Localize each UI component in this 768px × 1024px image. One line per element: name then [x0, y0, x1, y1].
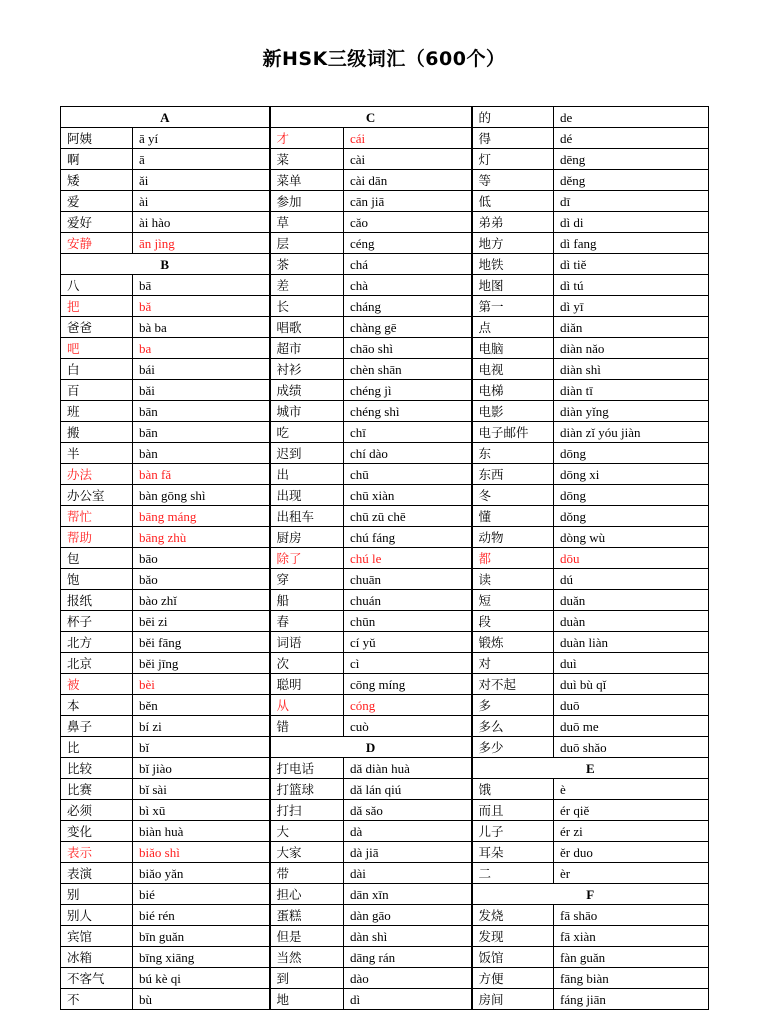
word-pinyin: chá: [344, 254, 472, 275]
table-row: [61, 842, 709, 863]
word-hanzi: 船: [270, 590, 344, 611]
word-hanzi: 蛋糕: [270, 905, 344, 926]
table-row: [61, 401, 709, 422]
word-hanzi: 出现: [270, 485, 344, 506]
word-pinyin: dì yī: [554, 296, 709, 317]
word-pinyin: dǎ diàn huà: [344, 758, 472, 779]
word-pinyin: cí yǔ: [344, 632, 472, 653]
word-hanzi: 爱: [61, 191, 133, 212]
word-pinyin: chuān: [344, 569, 472, 590]
word-pinyin: cì: [344, 653, 472, 674]
word-hanzi: 懂: [472, 506, 554, 527]
word-pinyin: de: [554, 107, 709, 128]
word-pinyin: dòng wù: [554, 527, 709, 548]
word-pinyin: bīng xiāng: [133, 947, 270, 968]
word-hanzi: 大: [270, 821, 344, 842]
table-row: [61, 359, 709, 380]
word-hanzi: 被: [61, 674, 133, 695]
word-hanzi: 爱好: [61, 212, 133, 233]
word-hanzi: 层: [270, 233, 344, 254]
word-pinyin: bǎ: [133, 296, 270, 317]
word-pinyin: dài: [344, 863, 472, 884]
word-pinyin: chàng gē: [344, 317, 472, 338]
word-pinyin: ān jìng: [133, 233, 270, 254]
word-pinyin: céng: [344, 233, 472, 254]
table-row: [61, 506, 709, 527]
word-hanzi: 短: [472, 590, 554, 611]
table-row: [61, 149, 709, 170]
word-pinyin: è: [554, 779, 709, 800]
word-pinyin: dì tiě: [554, 254, 709, 275]
word-pinyin: duàn liàn: [554, 632, 709, 653]
word-hanzi: 班: [61, 401, 133, 422]
word-hanzi: 比赛: [61, 779, 133, 800]
word-pinyin: ěr duo: [554, 842, 709, 863]
word-hanzi: 地图: [472, 275, 554, 296]
word-pinyin: bà ba: [133, 317, 270, 338]
table-row: [61, 128, 709, 149]
word-hanzi: 弟弟: [472, 212, 554, 233]
word-pinyin: dì di: [554, 212, 709, 233]
word-hanzi: 比较: [61, 758, 133, 779]
word-hanzi: 第一: [472, 296, 554, 317]
word-pinyin: bǐ sài: [133, 779, 270, 800]
table-row: [61, 380, 709, 401]
word-pinyin: bào zhǐ: [133, 590, 270, 611]
section-letter-header: E: [472, 758, 709, 779]
word-pinyin: fàn guǎn: [554, 947, 709, 968]
table-row: [61, 695, 709, 716]
word-hanzi: 电脑: [472, 338, 554, 359]
word-pinyin: dàn gāo: [344, 905, 472, 926]
table-row: [61, 632, 709, 653]
word-hanzi: 超市: [270, 338, 344, 359]
word-hanzi: 鼻子: [61, 716, 133, 737]
word-pinyin: chéng shì: [344, 401, 472, 422]
word-hanzi: 方便: [472, 968, 554, 989]
table-row: [61, 611, 709, 632]
word-pinyin: ài: [133, 191, 270, 212]
table-row: [61, 653, 709, 674]
word-pinyin: duì: [554, 653, 709, 674]
word-hanzi: 灯: [472, 149, 554, 170]
word-pinyin: ài hào: [133, 212, 270, 233]
word-hanzi: 聪明: [270, 674, 344, 695]
word-pinyin: chú le: [344, 548, 472, 569]
word-pinyin: cǎo: [344, 212, 472, 233]
word-pinyin: chú fáng: [344, 527, 472, 548]
word-hanzi: 到: [270, 968, 344, 989]
word-hanzi: 动物: [472, 527, 554, 548]
word-hanzi: 办公室: [61, 485, 133, 506]
word-pinyin: bǎi: [133, 380, 270, 401]
word-hanzi: 杯子: [61, 611, 133, 632]
table-row: [61, 548, 709, 569]
word-pinyin: duì bù qǐ: [554, 674, 709, 695]
word-pinyin: ér zi: [554, 821, 709, 842]
table-row: [61, 590, 709, 611]
word-hanzi: 本: [61, 695, 133, 716]
word-pinyin: cóng: [344, 695, 472, 716]
word-hanzi: 地: [270, 989, 344, 1010]
word-hanzi: 草: [270, 212, 344, 233]
word-pinyin: diàn zǐ yóu jiàn: [554, 422, 709, 443]
vocabulary-table: [60, 106, 709, 1010]
word-hanzi: 除了: [270, 548, 344, 569]
word-pinyin: chū zū chē: [344, 506, 472, 527]
word-hanzi: 不: [61, 989, 133, 1010]
word-hanzi: 半: [61, 443, 133, 464]
word-hanzi: 房间: [472, 989, 554, 1010]
word-hanzi: 八: [61, 275, 133, 296]
word-hanzi: 锻炼: [472, 632, 554, 653]
word-hanzi: 儿子: [472, 821, 554, 842]
word-pinyin: dī: [554, 191, 709, 212]
word-pinyin: dà: [344, 821, 472, 842]
word-hanzi: 词语: [270, 632, 344, 653]
word-hanzi: 东: [472, 443, 554, 464]
word-hanzi: 别: [61, 884, 133, 905]
word-hanzi: 表演: [61, 863, 133, 884]
word-pinyin: bì xū: [133, 800, 270, 821]
word-hanzi: 冰箱: [61, 947, 133, 968]
word-hanzi: 错: [270, 716, 344, 737]
word-pinyin: běn: [133, 695, 270, 716]
word-pinyin: dōu: [554, 548, 709, 569]
word-hanzi: 吧: [61, 338, 133, 359]
word-hanzi: 变化: [61, 821, 133, 842]
word-hanzi: 打篮球: [270, 779, 344, 800]
table-row: [61, 191, 709, 212]
word-pinyin: bàn gōng shì: [133, 485, 270, 506]
word-hanzi: 打电话: [270, 758, 344, 779]
word-pinyin: fáng jiān: [554, 989, 709, 1010]
word-pinyin: cài dān: [344, 170, 472, 191]
word-pinyin: dōng xi: [554, 464, 709, 485]
word-pinyin: chèn shān: [344, 359, 472, 380]
word-pinyin: ā yí: [133, 128, 270, 149]
word-hanzi: 电影: [472, 401, 554, 422]
table-row: [61, 569, 709, 590]
word-hanzi: 报纸: [61, 590, 133, 611]
word-pinyin: bié: [133, 884, 270, 905]
word-pinyin: ér qiě: [554, 800, 709, 821]
table-row: [61, 254, 709, 275]
table-row: [61, 485, 709, 506]
word-pinyin: bēi zi: [133, 611, 270, 632]
word-pinyin: běi jīng: [133, 653, 270, 674]
word-pinyin: bān: [133, 401, 270, 422]
table-row: [61, 275, 709, 296]
word-hanzi: 低: [472, 191, 554, 212]
word-pinyin: bié rén: [133, 905, 270, 926]
table-row: [61, 317, 709, 338]
word-pinyin: cuò: [344, 716, 472, 737]
word-pinyin: bāo: [133, 548, 270, 569]
word-hanzi: 出租车: [270, 506, 344, 527]
word-pinyin: bú kè qi: [133, 968, 270, 989]
word-hanzi: 成绩: [270, 380, 344, 401]
word-pinyin: bàn fǎ: [133, 464, 270, 485]
table-row: [61, 527, 709, 548]
word-pinyin: biǎo shì: [133, 842, 270, 863]
word-hanzi: 次: [270, 653, 344, 674]
word-pinyin: dàn shì: [344, 926, 472, 947]
word-hanzi: 别人: [61, 905, 133, 926]
word-hanzi: 带: [270, 863, 344, 884]
word-hanzi: 耳朵: [472, 842, 554, 863]
word-pinyin: bái: [133, 359, 270, 380]
word-hanzi: 把: [61, 296, 133, 317]
word-pinyin: biǎo yǎn: [133, 863, 270, 884]
word-hanzi: 出: [270, 464, 344, 485]
page-title: 新HSK三级词汇（600个）: [262, 48, 506, 70]
word-hanzi: 表示: [61, 842, 133, 863]
word-pinyin: bāng máng: [133, 506, 270, 527]
table-row: [61, 905, 709, 926]
word-hanzi: 电梯: [472, 380, 554, 401]
word-hanzi: 饭馆: [472, 947, 554, 968]
word-hanzi: 安静: [61, 233, 133, 254]
word-hanzi: 菜单: [270, 170, 344, 191]
word-pinyin: dān xīn: [344, 884, 472, 905]
word-hanzi: 饱: [61, 569, 133, 590]
table-row: [61, 884, 709, 905]
word-pinyin: diàn yǐng: [554, 401, 709, 422]
word-hanzi: 菜: [270, 149, 344, 170]
word-hanzi: 阿姨: [61, 128, 133, 149]
word-pinyin: bā: [133, 275, 270, 296]
word-hanzi: 等: [472, 170, 554, 191]
word-pinyin: chū xiàn: [344, 485, 472, 506]
word-hanzi: 多么: [472, 716, 554, 737]
word-hanzi: 长: [270, 296, 344, 317]
word-pinyin: běi fāng: [133, 632, 270, 653]
table-row: [61, 107, 709, 128]
word-pinyin: dì fang: [554, 233, 709, 254]
word-hanzi: 对: [472, 653, 554, 674]
word-pinyin: duō shǎo: [554, 737, 709, 758]
word-pinyin: dì tú: [554, 275, 709, 296]
table-row: [61, 758, 709, 779]
word-hanzi: 春: [270, 611, 344, 632]
word-hanzi: 帮助: [61, 527, 133, 548]
word-hanzi: 比: [61, 737, 133, 758]
table-row: [61, 821, 709, 842]
word-hanzi: 而且: [472, 800, 554, 821]
word-hanzi: 冬: [472, 485, 554, 506]
word-pinyin: chī: [344, 422, 472, 443]
section-letter-header: B: [61, 254, 270, 275]
table-row: [61, 170, 709, 191]
word-pinyin: chí dào: [344, 443, 472, 464]
word-hanzi: 但是: [270, 926, 344, 947]
vocabulary-table-body: [61, 107, 709, 1010]
table-row: [61, 800, 709, 821]
word-pinyin: dēng: [554, 149, 709, 170]
word-pinyin: ā: [133, 149, 270, 170]
word-pinyin: duō me: [554, 716, 709, 737]
table-row: [61, 464, 709, 485]
word-hanzi: 多: [472, 695, 554, 716]
word-pinyin: chāo shì: [344, 338, 472, 359]
word-pinyin: bāng zhù: [133, 527, 270, 548]
word-hanzi: 东西: [472, 464, 554, 485]
word-hanzi: 包: [61, 548, 133, 569]
word-pinyin: fā shāo: [554, 905, 709, 926]
word-hanzi: 帮忙: [61, 506, 133, 527]
word-hanzi: 爸爸: [61, 317, 133, 338]
word-pinyin: fāng biàn: [554, 968, 709, 989]
table-row: [61, 296, 709, 317]
section-letter-header: A: [61, 107, 270, 128]
word-pinyin: chuán: [344, 590, 472, 611]
word-hanzi: 衬衫: [270, 359, 344, 380]
table-row: [61, 737, 709, 758]
word-hanzi: 矮: [61, 170, 133, 191]
word-hanzi: 差: [270, 275, 344, 296]
word-hanzi: 段: [472, 611, 554, 632]
word-pinyin: chū: [344, 464, 472, 485]
table-row: [61, 716, 709, 737]
word-hanzi: 参加: [270, 191, 344, 212]
word-hanzi: 唱歌: [270, 317, 344, 338]
word-hanzi: 电视: [472, 359, 554, 380]
word-pinyin: diàn nǎo: [554, 338, 709, 359]
word-hanzi: 北京: [61, 653, 133, 674]
word-hanzi: 宾馆: [61, 926, 133, 947]
word-hanzi: 茶: [270, 254, 344, 275]
word-hanzi: 对不起: [472, 674, 554, 695]
word-hanzi: 吃: [270, 422, 344, 443]
table-row: [61, 968, 709, 989]
word-pinyin: ǎi: [133, 170, 270, 191]
word-pinyin: dǎ sǎo: [344, 800, 472, 821]
word-pinyin: diǎn: [554, 317, 709, 338]
word-pinyin: cài: [344, 149, 472, 170]
word-pinyin: dì: [344, 989, 472, 1010]
word-pinyin: bān: [133, 422, 270, 443]
word-pinyin: cái: [344, 128, 472, 149]
word-pinyin: bǐ: [133, 737, 270, 758]
word-hanzi: 当然: [270, 947, 344, 968]
table-row: [61, 989, 709, 1010]
word-pinyin: dǒng: [554, 506, 709, 527]
table-row: [61, 863, 709, 884]
word-pinyin: dōng: [554, 443, 709, 464]
word-pinyin: cān jiā: [344, 191, 472, 212]
word-pinyin: cōng míng: [344, 674, 472, 695]
word-hanzi: 的: [472, 107, 554, 128]
word-pinyin: diàn tī: [554, 380, 709, 401]
word-pinyin: bīn guǎn: [133, 926, 270, 947]
section-letter-header: C: [270, 107, 472, 128]
word-hanzi: 搬: [61, 422, 133, 443]
word-hanzi: 都: [472, 548, 554, 569]
word-pinyin: děng: [554, 170, 709, 191]
word-pinyin: dào: [344, 968, 472, 989]
word-hanzi: 地方: [472, 233, 554, 254]
word-pinyin: dǎ lán qiú: [344, 779, 472, 800]
word-hanzi: 点: [472, 317, 554, 338]
word-pinyin: fā xiàn: [554, 926, 709, 947]
word-hanzi: 二: [472, 863, 554, 884]
word-pinyin: ba: [133, 338, 270, 359]
word-hanzi: 担心: [270, 884, 344, 905]
word-hanzi: 电子邮件: [472, 422, 554, 443]
word-pinyin: dà jiā: [344, 842, 472, 863]
word-hanzi: 多少: [472, 737, 554, 758]
word-pinyin: cháng: [344, 296, 472, 317]
word-pinyin: bàn: [133, 443, 270, 464]
word-pinyin: bǎo: [133, 569, 270, 590]
word-hanzi: 北方: [61, 632, 133, 653]
word-hanzi: 厨房: [270, 527, 344, 548]
word-pinyin: dōng: [554, 485, 709, 506]
word-hanzi: 发现: [472, 926, 554, 947]
section-letter-header: D: [270, 737, 472, 758]
table-row: [61, 947, 709, 968]
word-hanzi: 必须: [61, 800, 133, 821]
word-pinyin: diàn shì: [554, 359, 709, 380]
word-pinyin: èr: [554, 863, 709, 884]
word-pinyin: dāng rán: [344, 947, 472, 968]
table-row: [61, 443, 709, 464]
word-hanzi: 得: [472, 128, 554, 149]
word-hanzi: 穿: [270, 569, 344, 590]
word-pinyin: bǐ jiào: [133, 758, 270, 779]
word-hanzi: 发烧: [472, 905, 554, 926]
word-hanzi: 从: [270, 695, 344, 716]
word-hanzi: 才: [270, 128, 344, 149]
table-row: [61, 422, 709, 443]
table-row: [61, 233, 709, 254]
word-pinyin: duǎn: [554, 590, 709, 611]
word-hanzi: 城市: [270, 401, 344, 422]
word-hanzi: 地铁: [472, 254, 554, 275]
word-pinyin: chūn: [344, 611, 472, 632]
table-row: [61, 926, 709, 947]
word-pinyin: chà: [344, 275, 472, 296]
word-pinyin: bù: [133, 989, 270, 1010]
word-hanzi: 百: [61, 380, 133, 401]
word-hanzi: 迟到: [270, 443, 344, 464]
word-hanzi: 读: [472, 569, 554, 590]
word-hanzi: 饿: [472, 779, 554, 800]
word-pinyin: chéng jì: [344, 380, 472, 401]
word-pinyin: bí zi: [133, 716, 270, 737]
word-hanzi: 啊: [61, 149, 133, 170]
word-pinyin: dú: [554, 569, 709, 590]
table-row: [61, 338, 709, 359]
word-hanzi: 打扫: [270, 800, 344, 821]
word-hanzi: 不客气: [61, 968, 133, 989]
word-hanzi: 大家: [270, 842, 344, 863]
table-row: [61, 212, 709, 233]
word-pinyin: duō: [554, 695, 709, 716]
table-row: [61, 674, 709, 695]
word-pinyin: bèi: [133, 674, 270, 695]
word-hanzi: 白: [61, 359, 133, 380]
word-pinyin: biàn huà: [133, 821, 270, 842]
table-row: [61, 779, 709, 800]
section-letter-header: F: [472, 884, 709, 905]
word-pinyin: duàn: [554, 611, 709, 632]
word-hanzi: 办法: [61, 464, 133, 485]
word-pinyin: dé: [554, 128, 709, 149]
